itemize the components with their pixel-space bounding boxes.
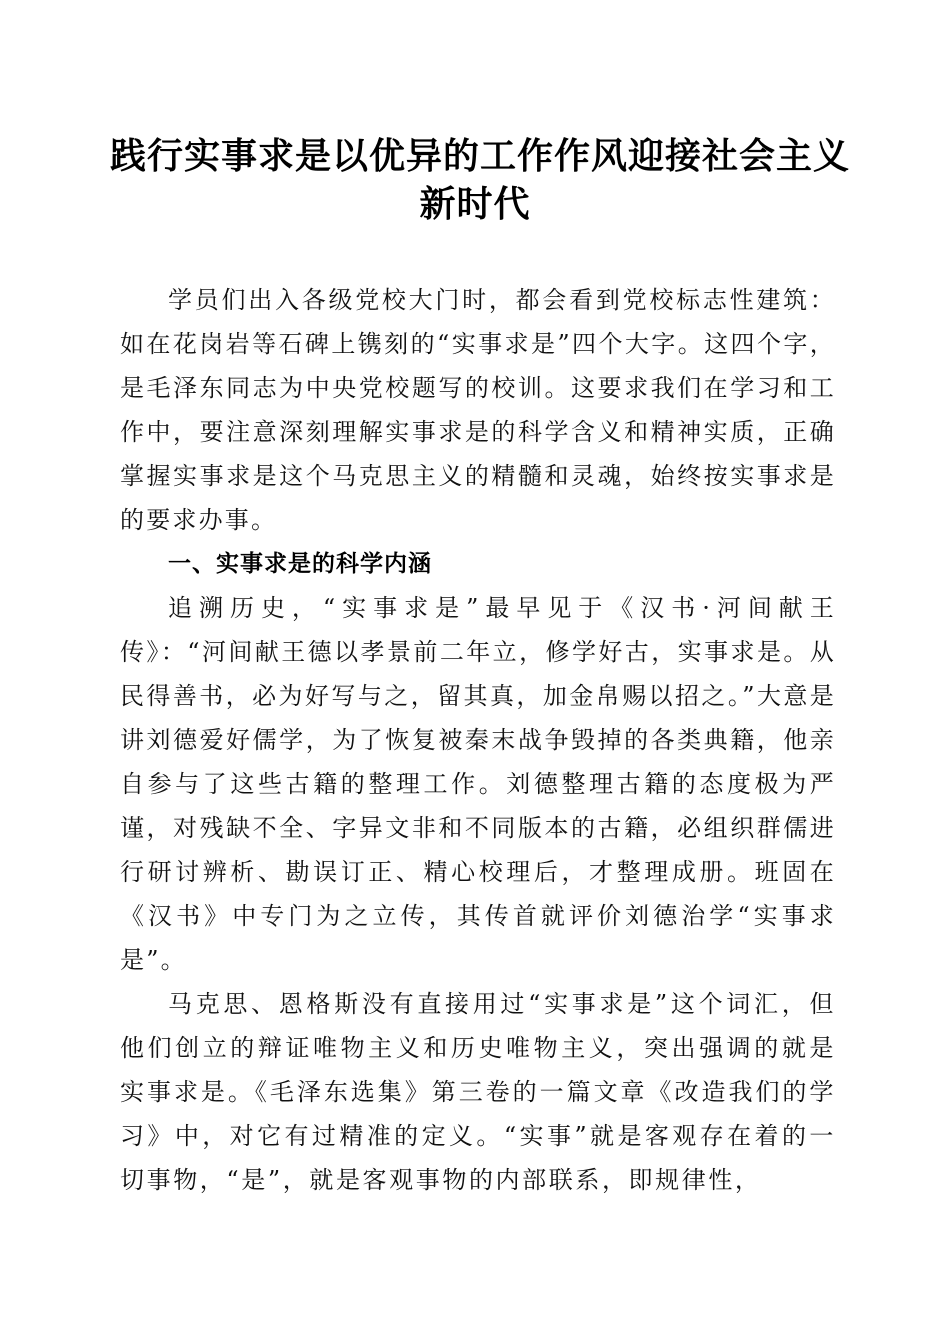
- paragraph-marxism: 马克思、恩格斯没有直接用过“实事求是”这个词汇，但他们创立的辩证唯物主义和历史唯物主义，突出强调的就是实事求是。《毛泽东选集》第三卷的一篇文章《改造我们的学习》中，对它有过精准的定义。“实事”就是客观存在着的一切事物，“是”，就是客观事物的内部联系，即规律性，: [120, 990, 836, 1194]
- paragraph-history: 追溯历史，“实事求是”最早见于《汉书·河间献王传》：“河间献王德以孝景前二年立，修学好古，实事求是。从民得善书，必为好写与之，留其真，加金帛赐以招之。”大意是讲刘德爱好儒学，为了恢复被秦末战争毁掉的各类典籍，他亲自参与了这些古籍的整理工作。刘德整理古籍的态度极为严谨，对残缺不全、字异文非和不同版本的古籍，必组织群儒进行研讨辨析、勘误订正、精心校理后，才整理成册。班固在《汉书》中专门为之立传，其传首就评价刘德治学“实事求是”。: [120, 594, 836, 974]
- paragraph-intro: 学员们出入各级党校大门时，都会看到党校标志性建筑：如在花岗岩等石碑上镌刻的“实事求是”四个大字。这四个字，是毛泽东同志为中央党校题写的校训。这要求我们在学习和工作中，要注意深刻理解实事求是的科学含义和精神实质，正确掌握实事求是这个马克思主义的精髓和灵魂，始终按实事求是的要求办事。: [120, 286, 836, 534]
- section-heading-1: 一、实事求是的科学内涵: [168, 551, 432, 577]
- title-line-2: 新时代: [419, 183, 531, 225]
- title-line-1: 践行实事求是以优异的工作作风迎接社会主义: [110, 135, 851, 177]
- document-body: [120, 278, 836, 1202]
- document-title: [110, 132, 851, 228]
